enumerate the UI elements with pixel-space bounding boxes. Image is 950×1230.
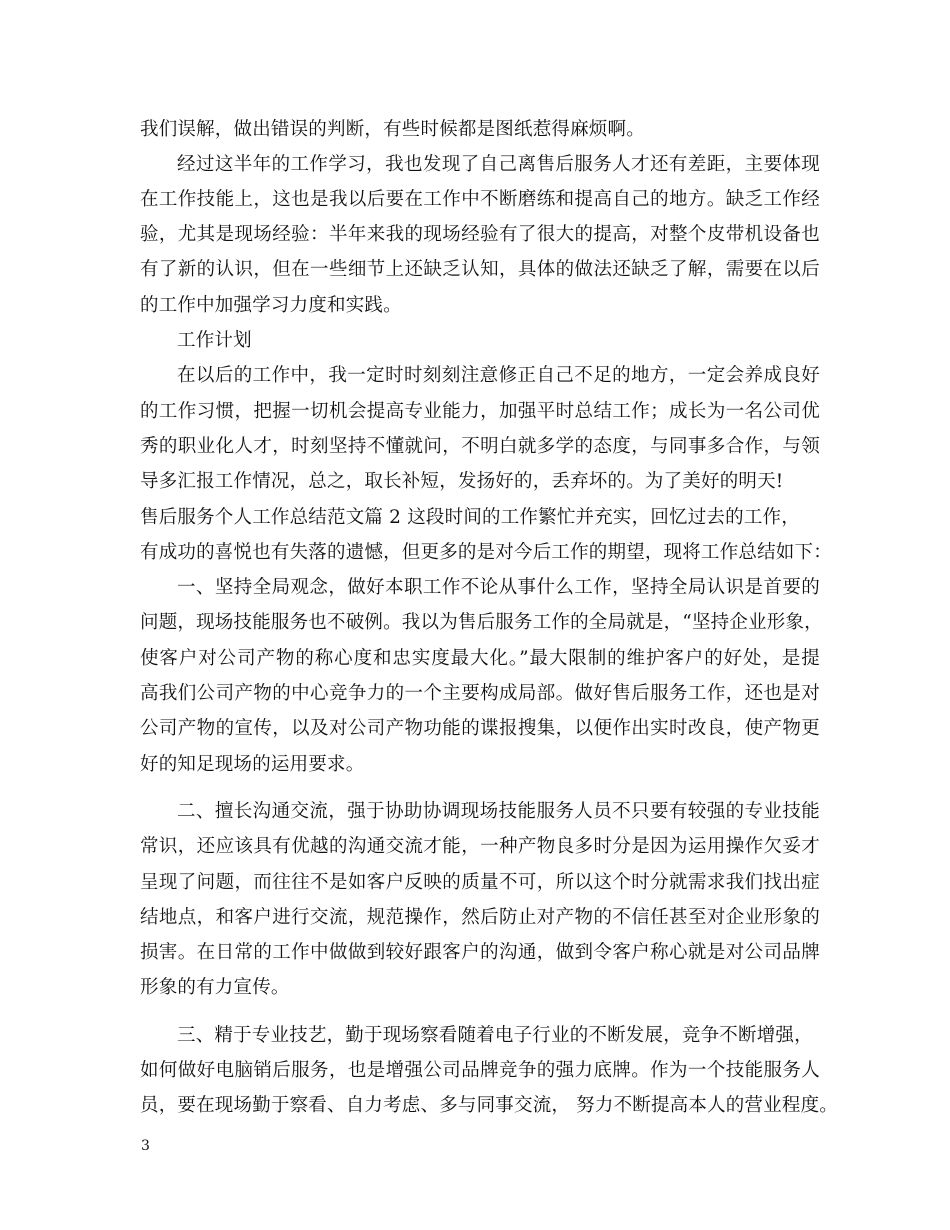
body-text-line: 员，要在现场勤于察看、自力考虑、多与同事交流， 努力不断提高本人的营业程度。 [140, 1095, 838, 1116]
body-text-line: 三、精于专业技艺，勤于现场察看随着电子行业的不断发展，竞争不断增强， [177, 1025, 813, 1046]
body-text-line: 问题，现场技能服务也不破例。我以为售后服务工作的全局就是，“坚持企业形象， [140, 612, 823, 633]
body-text-line: 的工作习惯，把握一切机会提高专业能力，加强平时总结工作；成长为一名公司优 [140, 401, 820, 422]
body-text-line: 在以后的工作中，我一定时时刻刻注意修正自己不足的地方，一定会养成良好 [177, 365, 820, 386]
body-text-line: 如何做好电脑销后服务，也是增强公司品牌竞争的强力底牌。作为一个技能服务人 [140, 1060, 820, 1081]
body-text-line: 结地点，和客户进行交流，规范操作，然后防止对产物的不信任甚至对企业形象的 [140, 907, 820, 928]
body-text-line: 有成功的喜悦也有失落的遗憾，但更多的是对今后工作的期望，现将工作总结如下： [140, 542, 832, 563]
page-number: 3 [141, 1138, 150, 1154]
body-text-line: 损害。在日常的工作中做做到较好跟客户的沟通，做到令客户称心就是对公司品牌 [140, 942, 820, 963]
body-text-line: 高我们公司产物的中心竞争力的一个主要构成局部。做好售后服务工作，还也是对 [140, 683, 820, 704]
body-text-line: 的工作中加强学习力度和实践。 [140, 295, 402, 316]
body-text-line: 常识，还应该具有优越的沟通交流才能，一种产物良多时分是因为运用操作欠妥才 [140, 836, 820, 857]
body-text-line: 导多汇报工作情况，总之，取长补短，发扬好的，丢弃坏的。为了美好的明天! [140, 471, 784, 492]
body-text-line: 二、擅长沟通交流，强于协助协调现场技能服务人员不只要有较强的专业技能 [177, 801, 820, 822]
body-text-line: 使客户对公司产物的称心度和忠实度最大化。”最大限制的维护客户的好处，是提 [140, 648, 820, 669]
body-text-line: 好的知足现场的运用要求。 [140, 754, 365, 775]
body-text-line: 在工作技能上，这也是我以后要在工作中不断磨练和提高自己的地方。缺乏工作经 [140, 189, 820, 210]
body-text-line: 呈现了问题，而往往不是如客户反映的质量不可，所以这个时分就需求我们找出症 [140, 872, 820, 893]
body-text-line: 形象的有力宣传。 [140, 977, 290, 998]
body-text-line: 经过这半年的工作学习，我也发现了自己离售后服务人才还有差距，主要体现 [177, 154, 820, 175]
body-text-line: 我们误解，做出错误的判断，有些时候都是图纸惹得麻烦啊。 [140, 119, 645, 140]
body-text-line: 验，尤其是现场经验：半年来我的现场经验有了很大的提高，对整个皮带机设备也 [140, 224, 820, 245]
body-text-line: 秀的职业化人才，时刻坚持不懂就问，不明白就多学的态度，与同事多合作，与领 [140, 436, 820, 457]
body-text-line: 一、坚持全局观念，做好本职工作不论从事什么工作，坚持全局认识是首要的 [177, 577, 820, 598]
body-text-line: 售后服务个人工作总结范文篇 2 这段时间的工作繁忙并充实，回忆过去的工作， [140, 507, 800, 528]
body-text-line: 有了新的认识，但在一些细节上还缺乏认知，具体的做法还缺乏了解，需要在以后 [140, 259, 820, 280]
body-text-line: 公司产物的宣传，以及对公司产物功能的谍报搜集，以便作出实时改良，使产物更 [140, 718, 820, 739]
section-heading: 工作计划 [177, 330, 252, 351]
